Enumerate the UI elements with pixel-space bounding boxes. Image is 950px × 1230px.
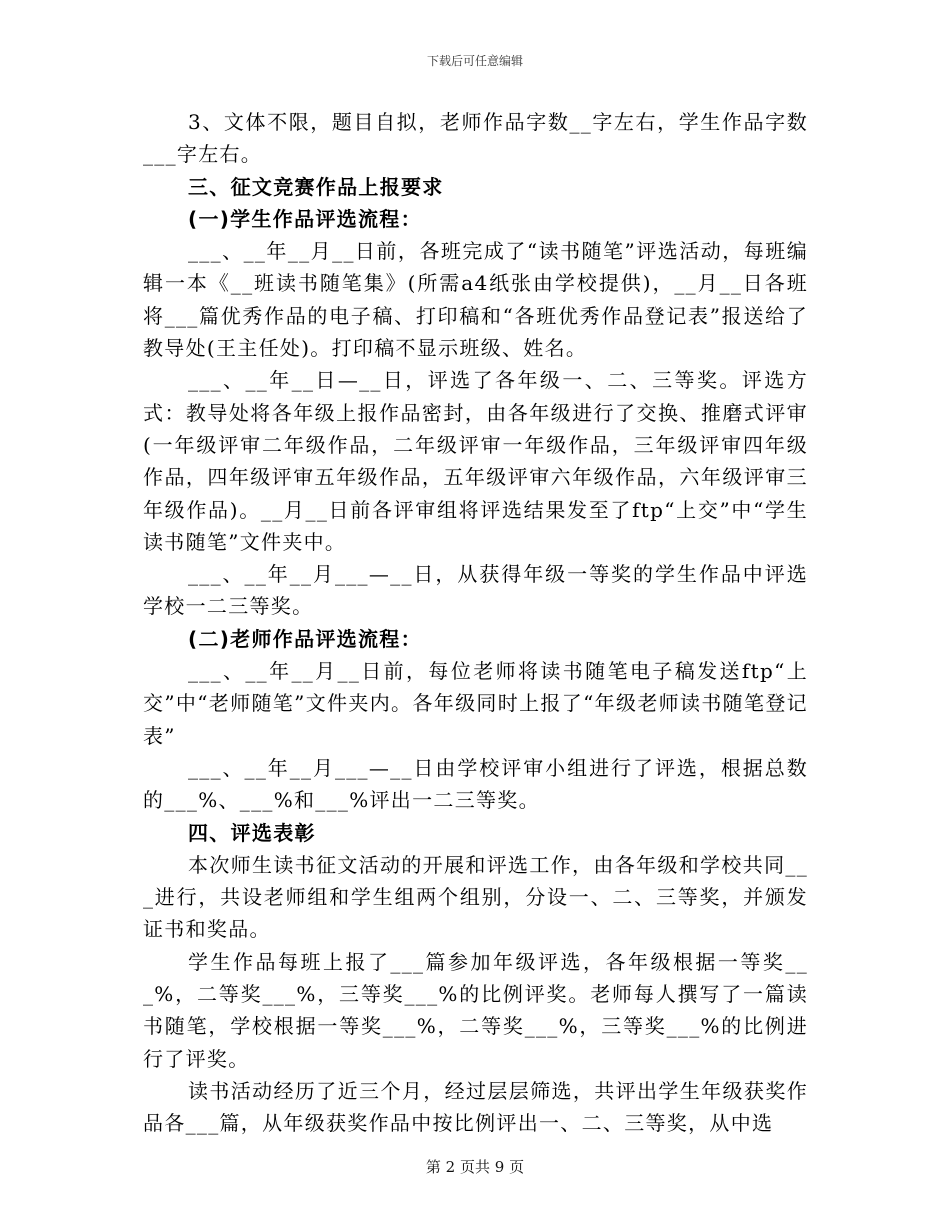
subheading-teacher-process: (二)老师作品评选流程： bbox=[188, 626, 422, 651]
document-body bbox=[143, 106, 808, 1140]
paragraph-teacher-step-2: ___、__年__月___—__日由学校评审小组进行了评选，根据总数的___%、___%和___%评出一二三等奖。 bbox=[143, 755, 808, 813]
paragraph-student-step-3: ___、__年__月___—__日，从获得年级一等奖的学生作品中评选学校一二三等奖。 bbox=[143, 562, 808, 619]
paragraph-student-step-2: ___、__年__日—__日，评选了各年级一、二、三等奖。评选方式：教导处将各年级上报作品密封，由各年级进行了交换、推磨式评审(一年级评审二年级作品，二年级评审一年级作品，三年级评审四年级作品，四年级评审五年级作品，五年级评审六年级作品，六年级评审三年级作品)。__月__日前各评审组将评选结果发至了ftp“上交”中“学生读书随笔”文件夹中。 bbox=[143, 368, 808, 554]
paragraph-teacher-step-1: ___、__年__月__日前，每位老师将读书随笔电子稿发送ftp“上交”中“老师随笔”文件夹内。各年级同时上报了“年级老师读书随笔登记表” bbox=[143, 659, 808, 748]
paragraph-word-count: 3、文体不限，题目自拟，老师作品字数__字左右，学生作品字数___字左右。 bbox=[143, 110, 808, 167]
paragraph-awards-summary: 读书活动经历了近三个月，经过层层筛选，共评出学生年级获奖作品各___篇，从年级获奖作品中按比例评出一、二、三等奖，从中选 bbox=[143, 1078, 808, 1136]
paragraph-student-step-1: ___、__年__月__日前，各班完成了“读书随笔”评选活动，每班编辑一本《__班读书随笔集》(所需a4纸张由学校提供)，__月__日各班将___篇优秀作品的电子稿、打印稿和“各班优秀作品登记表”报送给了教导处(王主任处)。打印稿不显示班级、姓名。 bbox=[143, 239, 808, 361]
paragraph-awards-overview: 本次师生读书征文活动的开展和评选工作，由各年级和学校共同___进行，共设老师组和学生组两个组别，分设一、二、三等奖，并颁发证书和奖品。 bbox=[143, 852, 808, 942]
section-heading-submission: 三、征文竞赛作品上报要求 bbox=[188, 174, 444, 199]
paragraph-awards-ratio: 学生作品每班上报了___篇参加年级评选，各年级根据一等奖___%，二等奖___%，三等奖___%的比例评奖。老师每人撰写了一篇读书随笔，学校根据一等奖___%，二等奖___%，三等奖___%的比例进行了评奖。 bbox=[143, 949, 808, 1071]
page-header: 下载后可任意编辑 bbox=[426, 54, 523, 68]
page-footer: 第 2 页共 9 页 bbox=[425, 1158, 525, 1176]
subheading-student-process: (一)学生作品评选流程： bbox=[188, 206, 422, 231]
section-heading-awards: 四、评选表彰 bbox=[188, 820, 316, 845]
